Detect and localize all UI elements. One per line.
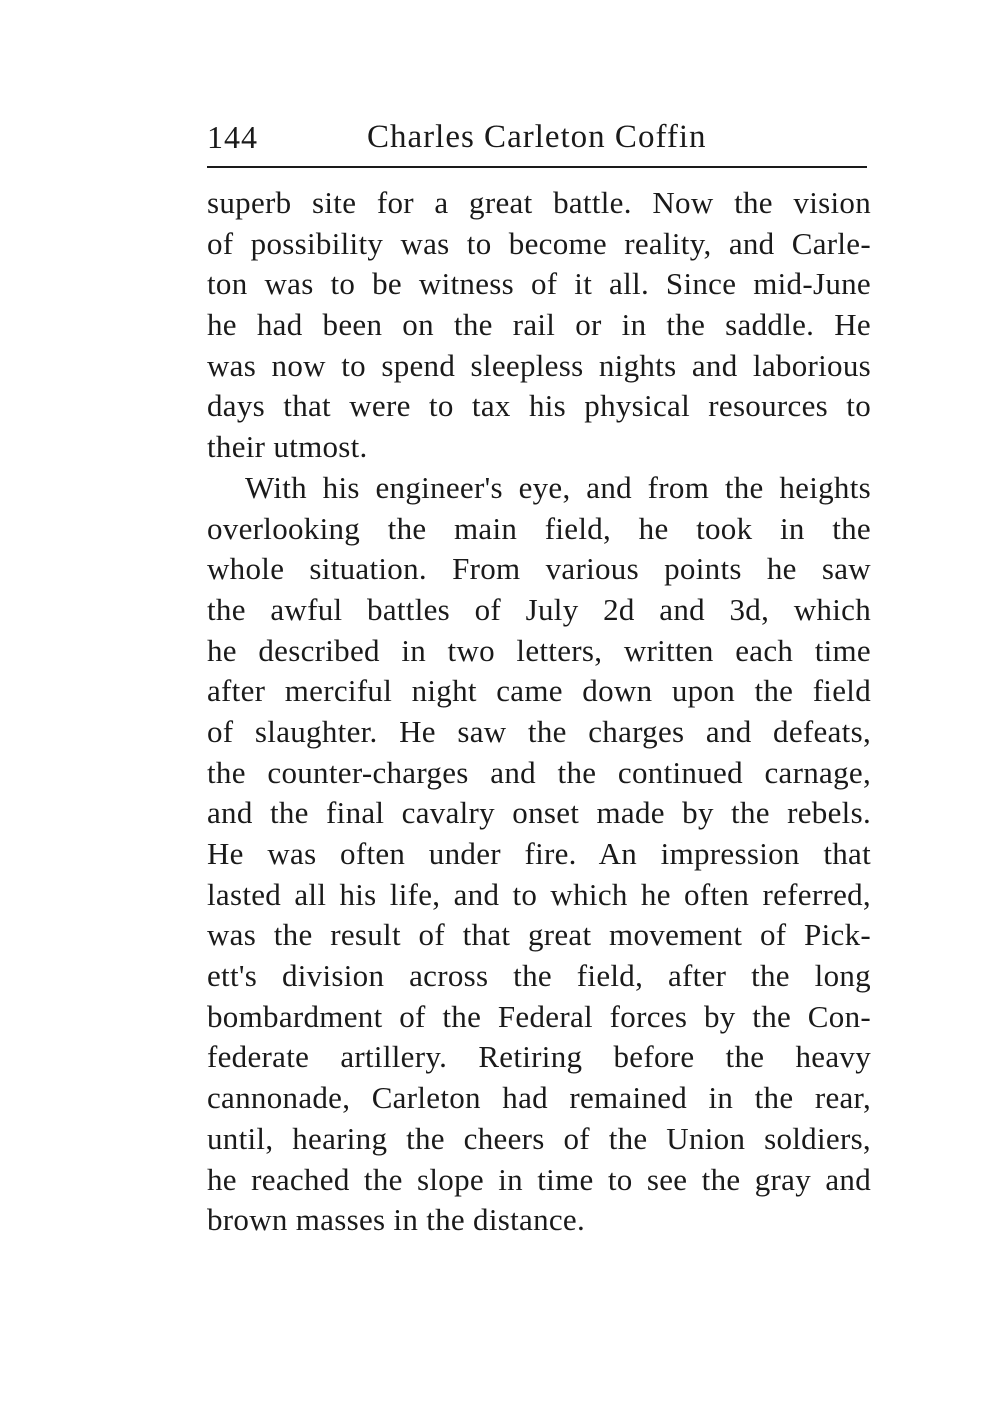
- text-line: whole situation. From various points he saw: [207, 551, 871, 587]
- text-line: ton was to be witness of it all. Since mid-June: [207, 266, 871, 302]
- text-line: after merciful night came down upon the field: [207, 673, 871, 709]
- text-line: the counter-charges and the continued carnage,: [207, 754, 871, 790]
- text-line: ett's division across the field, after the long: [207, 958, 871, 994]
- paragraph-1: [207, 183, 871, 468]
- text-line: overlooking the main field, he took in the: [207, 510, 871, 546]
- text-line: With his engineer's eye, and from the heights: [245, 469, 871, 505]
- text-line: the awful battles of July 2d and 3d, which: [207, 591, 871, 627]
- text-line: days that were to tax his physical resources to: [207, 388, 871, 424]
- text-line: until, hearing the cheers of the Union soldiers,: [207, 1120, 871, 1156]
- text-line: he reached the slope in time to see the gray and: [207, 1161, 871, 1197]
- page-number: 144: [207, 119, 258, 155]
- text-line: federate artillery. Retiring before the heavy: [207, 1039, 871, 1075]
- text-line: lasted all his life, and to which he often referred,: [207, 876, 871, 912]
- text-line: He was often under fire. An impression that: [207, 836, 871, 871]
- text-line: bombardment of the Federal forces by the Con-: [207, 998, 871, 1034]
- paragraph-2: [207, 468, 871, 1241]
- text-line: of slaughter. He saw the charges and defeats,: [207, 713, 871, 749]
- running-title: Charles Carleton Coffin: [367, 119, 707, 155]
- text-line: was now to spend sleepless nights and laborious: [207, 347, 871, 383]
- text-line: of possibility was to become reality, and Carle-: [207, 225, 871, 261]
- text-line: their utmost.: [207, 429, 368, 465]
- header-rule: [207, 166, 867, 168]
- text-line: and the final cavalry onset made by the rebels.: [207, 795, 871, 831]
- page-header: [207, 112, 867, 162]
- text-line: he had been on the rail or in the saddle. He: [207, 307, 871, 343]
- text-line: brown masses in the distance.: [207, 1202, 586, 1238]
- text-line: superb site for a great battle. Now the vision: [207, 185, 871, 220]
- text-line: cannonade, Carleton had remained in the rear,: [207, 1080, 871, 1116]
- text-line: he described in two letters, written each time: [207, 632, 871, 668]
- text-line: was the result of that great movement of Pick-: [207, 917, 871, 953]
- body-text: [207, 183, 871, 1241]
